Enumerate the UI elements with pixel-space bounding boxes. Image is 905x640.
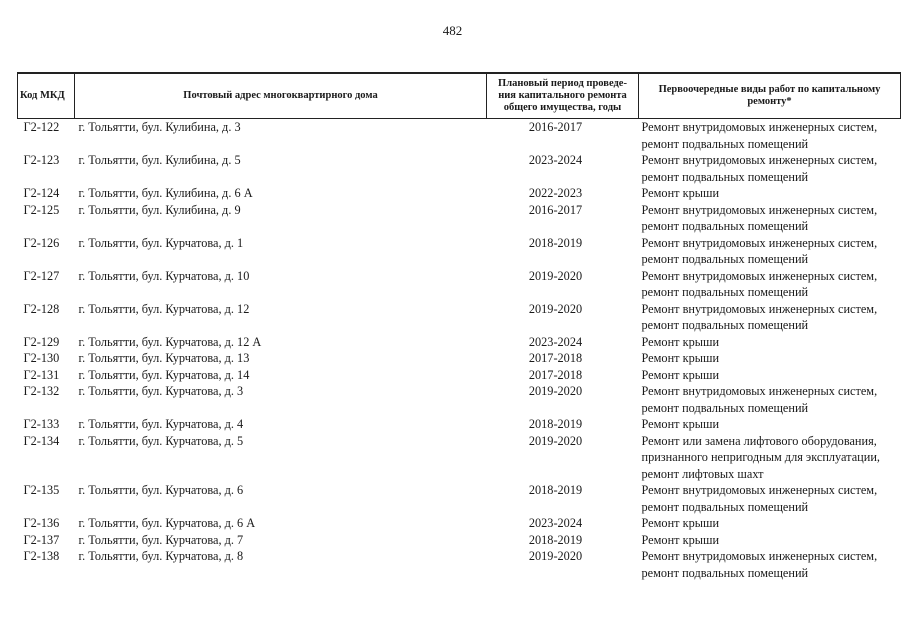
table-row — [18, 152, 901, 185]
cell-period: 2019-2020 — [528, 301, 583, 316]
cell-works — [639, 268, 901, 301]
cell-works — [639, 202, 901, 235]
table-row — [18, 548, 901, 581]
table-row — [18, 383, 901, 416]
table-body — [18, 119, 901, 582]
table-row — [18, 268, 901, 301]
cell-period: 2019-2020 — [528, 433, 583, 448]
page-number: 482 — [442, 23, 463, 38]
cell-period: 2019-2020 — [528, 268, 583, 283]
cell-period: 2019-2020 — [528, 549, 583, 563]
cell-address: г. Тольятти, бул. Курчатова, д. 6 — [78, 483, 244, 497]
capital-repair-table-wrap — [17, 72, 900, 581]
works-line: Ремонт внутридомовых инженерных систем, — [641, 202, 878, 217]
cell-address: г. Тольятти, бул. Курчатова, д. 14 — [78, 367, 250, 382]
cell-period: 2018-2019 — [528, 235, 583, 250]
cell-address: г. Тольятти, бул. Курчатова, д. 4 — [78, 417, 244, 431]
cell-period: 2018-2019 — [528, 417, 583, 431]
cell-code: Г2-134 — [23, 433, 60, 448]
cell-code: Г2-122 — [23, 120, 60, 134]
cell-period: 2016-2017 — [528, 120, 583, 134]
cell-code: Г2-131 — [23, 367, 60, 382]
cell-works — [639, 532, 901, 549]
header-period-line: общего имущества, годы — [503, 102, 622, 113]
capital-repair-table — [17, 72, 901, 581]
works-line: Ремонт крыши — [641, 532, 720, 547]
works-line: Ремонт внутридомовых инженерных систем, — [641, 153, 878, 167]
cell-address: г. Тольятти, бул. Курчатова, д. 12 — [78, 301, 250, 316]
cell-address: г. Тольятти, бул. Курчатова, д. 3 — [78, 384, 244, 398]
cell-code: Г2-129 — [23, 334, 60, 349]
works-line: Ремонт внутридомовых инженерных систем, — [641, 483, 878, 497]
works-line: Ремонт внутридомовых инженерных систем, — [641, 120, 878, 134]
works-line: Ремонт крыши — [641, 417, 720, 431]
works-line: Ремонт крыши — [641, 186, 720, 200]
cell-code: Г2-137 — [23, 532, 60, 547]
cell-code: Г2-124 — [23, 186, 60, 200]
header-period-line: Плановый период проведе- — [498, 78, 627, 89]
cell-works — [639, 367, 901, 384]
table-row — [18, 301, 901, 334]
cell-works — [639, 152, 901, 185]
cell-works — [639, 482, 901, 515]
works-line: ремонт подвальных помещений — [641, 565, 809, 580]
cell-works — [639, 433, 901, 483]
cell-address: г. Тольятти, бул. Кулибина, д. 6 А — [78, 186, 253, 200]
cell-code: Г2-133 — [23, 417, 60, 431]
cell-address: г. Тольятти, бул. Курчатова, д. 13 — [78, 351, 250, 365]
cell-period: 2017-2018 — [528, 367, 583, 382]
cell-works — [639, 119, 901, 153]
header-period-line: ния капитального ремонта — [498, 90, 627, 101]
cell-period: 2023-2024 — [528, 334, 583, 349]
works-line: Ремонт внутридомовых инженерных систем, — [641, 301, 878, 316]
cell-code: Г2-123 — [23, 153, 60, 167]
header-address: Почтовый адрес многоквартирного дома — [75, 73, 487, 119]
works-line: ремонт подвальных помещений — [641, 318, 809, 332]
cell-period: 2018-2019 — [528, 532, 583, 547]
table-row — [18, 185, 901, 202]
cell-address: г. Тольятти, бул. Кулибина, д. 3 — [78, 120, 241, 134]
cell-address: г. Тольятти, бул. Кулибина, д. 9 — [78, 202, 241, 217]
works-line: ремонт подвальных помещений — [641, 400, 809, 415]
works-line: Ремонт или замена лифтового оборудования, — [641, 433, 877, 448]
works-line: Ремонт внутридомовых инженерных систем, — [641, 384, 878, 398]
works-line: ремонт подвальных помещений — [641, 252, 809, 266]
cell-works — [639, 548, 901, 581]
cell-period: 2018-2019 — [528, 483, 583, 497]
table-row — [18, 334, 901, 351]
cell-code: Г2-130 — [23, 351, 60, 365]
cell-address: г. Тольятти, бул. Курчатова, д. 7 — [78, 532, 244, 547]
works-line: ремонт подвальных помещений — [641, 169, 809, 184]
table-row — [18, 202, 901, 235]
header-works-line: Первоочередные виды работ по капитальному — [658, 84, 881, 95]
works-line: Ремонт внутридомовых инженерных систем, — [641, 235, 878, 250]
cell-works — [639, 416, 901, 433]
works-line: ремонт лифтовых шахт — [641, 466, 764, 481]
cell-period: 2016-2017 — [528, 202, 583, 217]
works-line: ремонт подвальных помещений — [641, 136, 809, 151]
cell-code: Г2-127 — [23, 268, 60, 283]
table-header — [18, 73, 901, 119]
table-row — [18, 119, 901, 153]
cell-code: Г2-128 — [23, 301, 60, 316]
table-row — [18, 433, 901, 483]
cell-period: 2022-2023 — [528, 186, 583, 200]
cell-works — [639, 185, 901, 202]
cell-code: Г2-126 — [23, 235, 60, 250]
table-row — [18, 482, 901, 515]
cell-period: 2023-2024 — [528, 516, 583, 530]
header-works — [639, 73, 901, 119]
works-line: Ремонт крыши — [641, 334, 720, 349]
cell-works — [639, 515, 901, 532]
cell-works — [639, 301, 901, 334]
header-code: Код МКД — [18, 73, 75, 119]
cell-works — [639, 235, 901, 268]
works-line: Ремонт внутридомовых инженерных систем, — [641, 268, 878, 283]
cell-period: 2023-2024 — [528, 153, 583, 167]
cell-address: г. Тольятти, бул. Курчатова, д. 5 — [78, 433, 244, 448]
cell-address: г. Тольятти, бул. Кулибина, д. 5 — [78, 153, 241, 167]
table-row — [18, 235, 901, 268]
cell-works — [639, 350, 901, 367]
cell-works — [639, 334, 901, 351]
table-row — [18, 532, 901, 549]
cell-address: г. Тольятти, бул. Курчатова, д. 1 — [78, 235, 244, 250]
cell-works — [639, 383, 901, 416]
works-line: Ремонт крыши — [641, 516, 720, 530]
cell-code: Г2-138 — [23, 549, 60, 563]
header-works-line: ремонту* — [747, 96, 792, 107]
works-line: признанного непригодным для эксплуатации, — [641, 450, 880, 464]
cell-code: Г2-125 — [23, 202, 60, 217]
table-row — [18, 515, 901, 532]
cell-code: Г2-135 — [23, 483, 60, 497]
works-line: Ремонт крыши — [641, 367, 720, 382]
cell-address: г. Тольятти, бул. Курчатова, д. 8 — [78, 549, 244, 563]
cell-address: г. Тольятти, бул. Курчатова, д. 10 — [78, 268, 250, 283]
table-row — [18, 367, 901, 384]
cell-period: 2017-2018 — [528, 351, 583, 365]
table-row — [18, 416, 901, 433]
works-line: Ремонт внутридомовых инженерных систем, — [641, 549, 878, 563]
works-line: ремонт подвальных помещений — [641, 219, 809, 233]
works-line: ремонт подвальных помещений — [641, 499, 809, 514]
works-line: ремонт подвальных помещений — [641, 285, 809, 299]
cell-code: Г2-132 — [23, 384, 60, 398]
cell-period: 2019-2020 — [528, 384, 583, 398]
table-row — [18, 350, 901, 367]
header-period — [487, 73, 639, 119]
works-line: Ремонт крыши — [641, 351, 720, 365]
cell-address: г. Тольятти, бул. Курчатова, д. 12 А — [78, 334, 262, 349]
cell-code: Г2-136 — [23, 516, 60, 530]
cell-address: г. Тольятти, бул. Курчатова, д. 6 А — [78, 516, 256, 530]
